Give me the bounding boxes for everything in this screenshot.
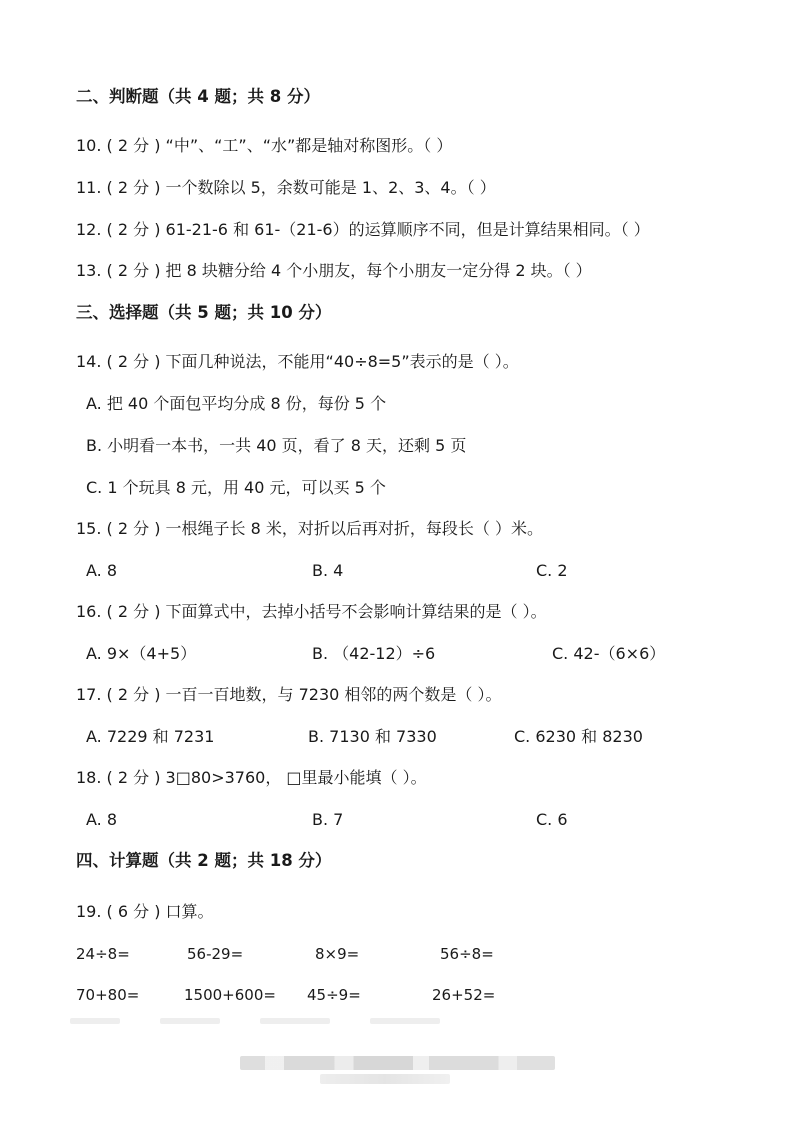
faded-next-row: [70, 1018, 530, 1032]
calc-item: 56÷8=: [440, 945, 494, 963]
question-18-option-c: C. 6: [536, 810, 568, 829]
question-16: 16. ( 2 分 ) 下面算式中，去掉小括号不会影响计算结果的是（ ）。: [76, 602, 547, 621]
question-17: 17. ( 2 分 ) 一百一百地数，与 7230 相邻的两个数是（ ）。: [76, 685, 502, 704]
question-15-option-b: B. 4: [312, 561, 344, 580]
calc-item: 70+80=: [76, 986, 140, 1004]
question-15-option-c: C. 2: [536, 561, 568, 580]
question-15: 15. ( 2 分 ) 一根绳子长 8 米，对折以后再对折，每段长（ ）米。: [76, 519, 543, 538]
calc-item: 26+52=: [432, 986, 496, 1004]
calc-item: 45÷9=: [307, 986, 361, 1004]
question-14-option-a: A. 把 40 个面包平均分成 8 份，每份 5 个: [86, 394, 387, 413]
question-13: 13. ( 2 分 ) 把 8 块糖分给 4 个小朋友，每个小朋友一定分得 2 块。（ ）: [76, 261, 592, 280]
question-15-option-a: A. 8: [86, 561, 118, 580]
section-2-heading: 二、判断题（共 4 题；共 8 分）: [76, 87, 320, 106]
calc-item: 24÷8=: [76, 945, 130, 963]
question-18: 18. ( 2 分 ) 3□80>3760， □里最小能填（ ）。: [76, 768, 427, 787]
question-16-option-c: C. 42-（6×6）: [552, 644, 666, 663]
calc-item: 8×9=: [315, 945, 360, 963]
section-4-heading: 四、计算题（共 2 题；共 18 分）: [76, 851, 332, 870]
question-16-option-a: A. 9×（4+5）: [86, 644, 197, 663]
question-11: 11. ( 2 分 ) 一个数除以 5，余数可能是 1、2、3、4。（ ）: [76, 178, 496, 197]
question-18-option-b: B. 7: [312, 810, 344, 829]
section-3-heading: 三、选择题（共 5 题；共 10 分）: [76, 303, 332, 322]
calc-item: 56-29=: [187, 945, 244, 963]
question-19: 19. ( 6 分 ) 口算。: [76, 902, 214, 921]
question-18-option-a: A. 8: [86, 810, 118, 829]
question-16-option-b: B. （42-12）÷6: [312, 644, 436, 663]
blurred-watermark-sub: [320, 1074, 450, 1084]
question-12: 12. ( 2 分 ) 61-21-6 和 61-（21-6）的运算顺序不同，但是计算结果相同。（ ）: [76, 220, 650, 239]
question-17-option-b: B. 7130 和 7330: [308, 727, 437, 746]
question-17-option-c: C. 6230 和 8230: [514, 727, 643, 746]
calc-item: 1500+600=: [184, 986, 276, 1004]
question-17-option-a: A. 7229 和 7231: [86, 727, 215, 746]
question-10: 10. ( 2 分 ) “中”、“工”、“水”都是轴对称图形。（ ）: [76, 136, 453, 155]
question-14: 14. ( 2 分 ) 下面几种说法，不能用“40÷8=5”表示的是（ ）。: [76, 352, 519, 371]
question-14-option-b: B. 小明看一本书，一共 40 页，看了 8 天，还剩 5 页: [86, 436, 467, 455]
blurred-watermark: [240, 1056, 555, 1070]
question-14-option-c: C. 1 个玩具 8 元，用 40 元，可以买 5 个: [86, 478, 386, 497]
